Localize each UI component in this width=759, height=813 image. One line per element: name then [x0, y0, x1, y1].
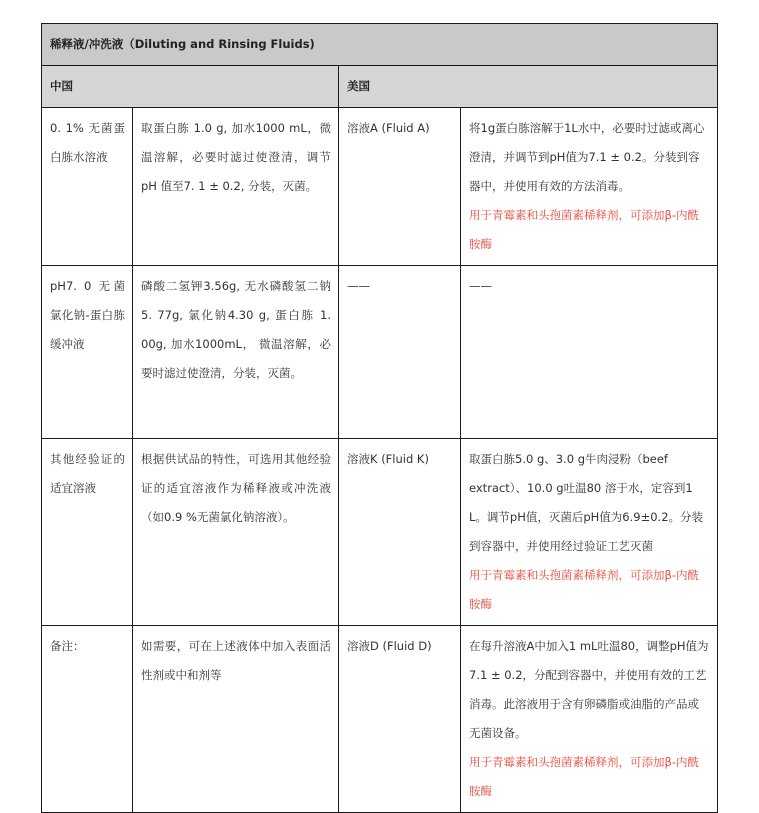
cn-fluid-name: 0. 1% 无菌蛋白胨水溶液: [42, 108, 133, 266]
header-china: 中国: [42, 66, 339, 108]
cn-fluid-name: 其他经验证的适宜溶液: [42, 439, 133, 626]
table-title-row: [42, 24, 718, 66]
us-fluid-cell: [461, 439, 718, 626]
table-title: 稀释液/冲洗液（Diluting and Rinsing Fluids): [42, 24, 718, 66]
us-fluid-description: ——: [469, 279, 492, 293]
us-fluid-name: ——: [339, 266, 461, 439]
us-fluid-cell: [461, 266, 718, 439]
us-fluid-cell: [461, 626, 718, 813]
cn-fluid-description: 根据供试品的特性，可选用其他经验证的适宜溶液作为稀释液或冲洗液（如0.9 %无菌氯化钠溶液）。: [133, 439, 339, 626]
us-fluid-name: 溶液A (Fluid A): [339, 108, 461, 266]
table-row: [42, 439, 718, 626]
us-fluid-name: 溶液D (Fluid D): [339, 626, 461, 813]
cn-fluid-name: pH7. 0 无菌氯化钠-蛋白胨缓冲液: [42, 266, 133, 439]
us-fluid-note: 用于青霉素和头孢菌素稀释剂，可添加β-内酰胺酶: [469, 755, 699, 798]
us-fluid-description: 取蛋白胨5.0 g、3.0 g牛肉浸粉（beef extract）、10.0 g吐温80 溶于水，定容到1 L。调节pH值，灭菌后pH值为6.9±0.2。分装到容器中，并使用经过验证工艺灭菌: [469, 452, 704, 553]
cn-fluid-description: 取蛋白胨 1.0 g, 加水1000 mL，微温溶解，必要时滤过使澄清，调节 pH 值至7. 1 ± 0.2, 分装，灭菌。: [133, 108, 339, 266]
us-fluid-description: 在每升溶液A中加入1 mL吐温80，调整pH值为7.1 ± 0.2，分配到容器中，并使用有效的工艺消毒。此溶液用于含有卵磷脂或油脂的产品或无菌设备。: [469, 639, 709, 740]
fluids-comparison-table: [41, 23, 718, 813]
us-fluid-cell: [461, 108, 718, 266]
header-usa: 美国: [339, 66, 718, 108]
table-row: [42, 266, 718, 439]
table-header-row: [42, 66, 718, 108]
cn-fluid-description: 如需要，可在上述液体中加入表面活性剂或中和剂等: [133, 626, 339, 813]
table-row: [42, 108, 718, 266]
us-fluid-note: 用于青霉素和头孢菌素稀释剂，可添加β-内酰胺酶: [469, 208, 699, 251]
us-fluid-description: 将1g蛋白胨溶解于1L水中，必要时过滤或离心澄清，并调节到pH值为7.1 ± 0.2。分装到容器中，并使用有效的方法消毒。: [469, 121, 705, 193]
cn-fluid-name: 备注：: [42, 626, 133, 813]
us-fluid-note: 用于青霉素和头孢菌素稀释剂，可添加β-内酰胺酶: [469, 568, 699, 611]
table-row: [42, 626, 718, 813]
us-fluid-name: 溶液K (Fluid K): [339, 439, 461, 626]
cn-fluid-description: 磷酸二氢钾3.56g, 无水磷酸氢二钠 5. 77g, 氯化钠4.30 g, 蛋白胨 1. 00g, 加水1000mL， 微温溶解，必要时滤过使澄清，分装，灭菌。: [133, 266, 339, 439]
